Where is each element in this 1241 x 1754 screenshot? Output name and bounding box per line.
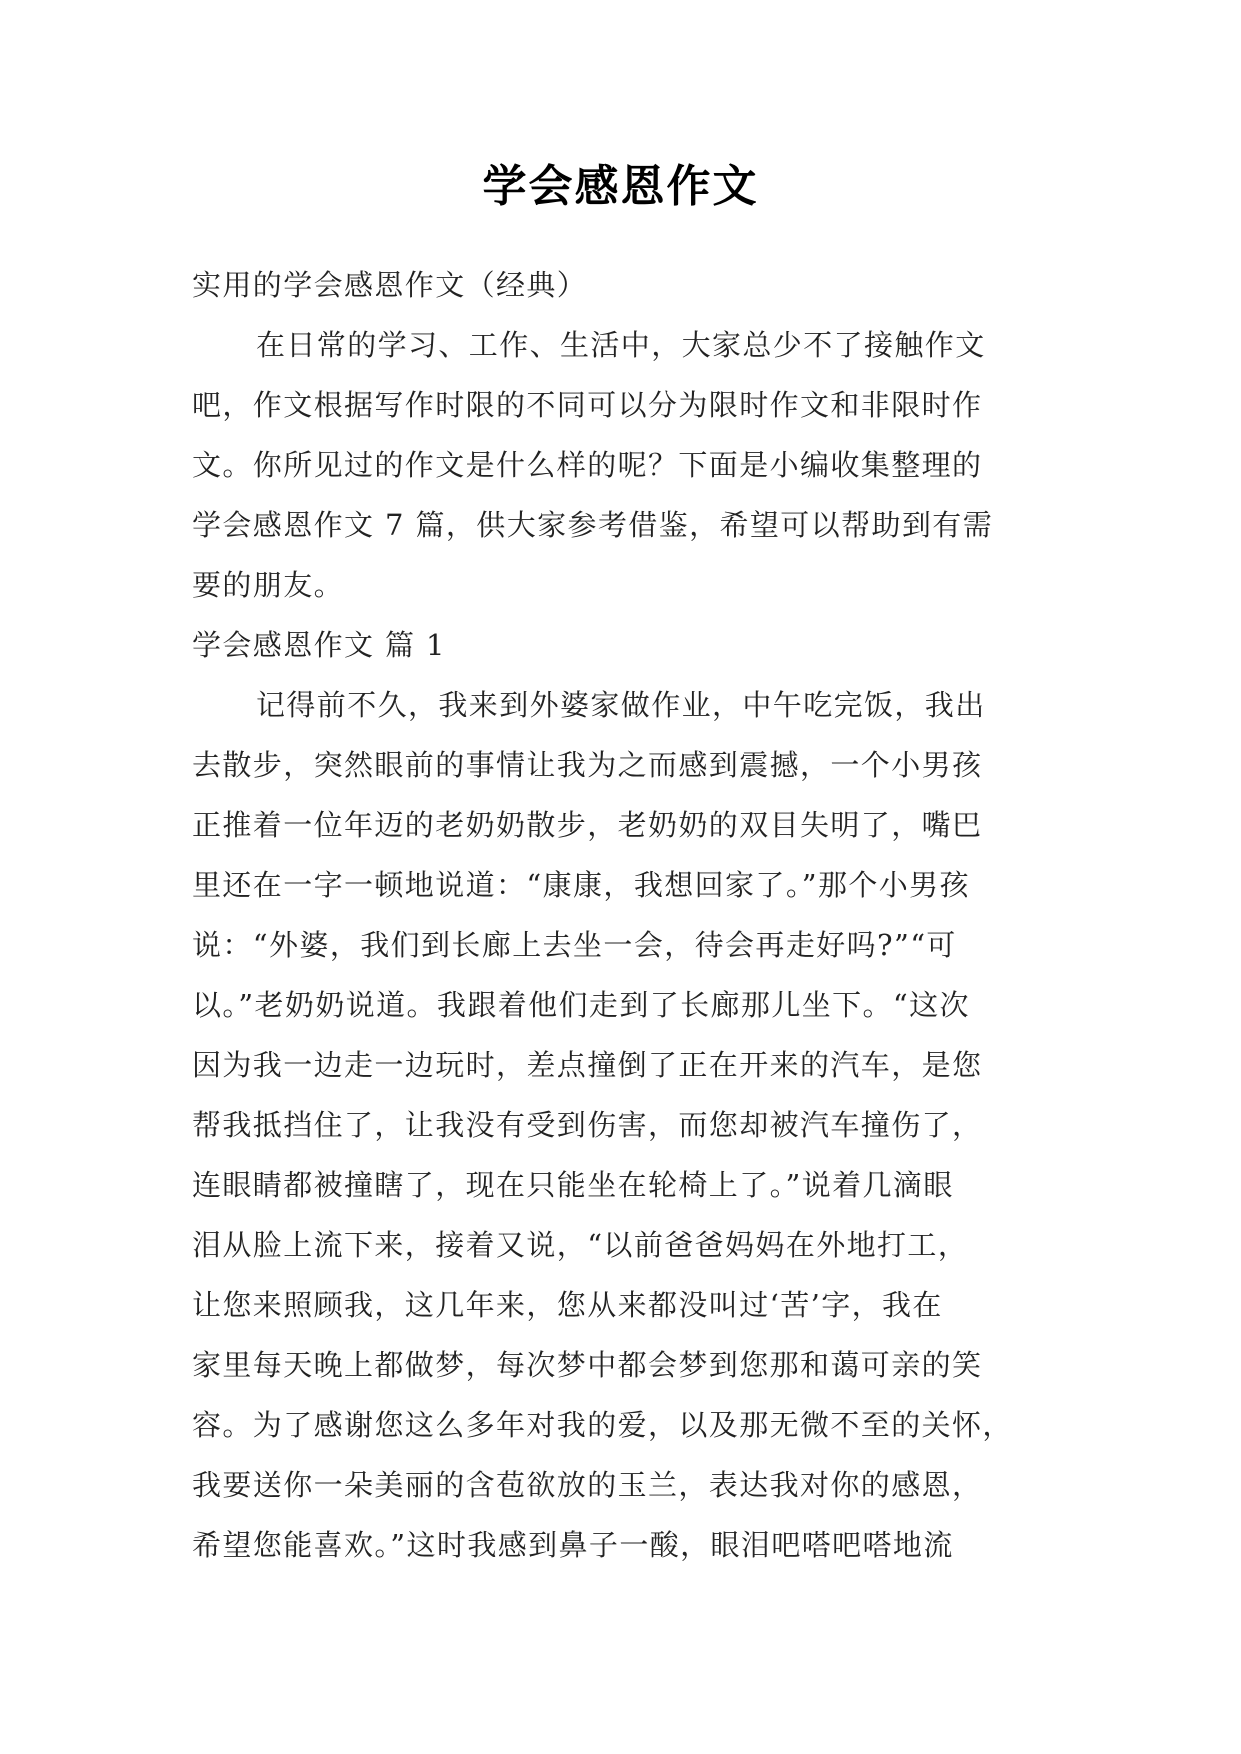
text-line: 去散步，突然眼前的事情让我为之而感到震撼，一个小男孩 [192, 748, 983, 782]
text-line: 吧，作文根据写作时限的不同可以分为限时作文和非限时作 [192, 388, 983, 422]
document-title: 学会感恩作文 [482, 161, 759, 212]
text-line: 实用的学会感恩作文（经典） [192, 268, 588, 302]
text-line: 泪从脸上流下来，接着又说，“以前爸爸妈妈在外地打工， [192, 1228, 969, 1262]
text-line: 正推着一位年迈的老奶奶散步，老奶奶的双目失明了，嘴巴 [192, 808, 983, 842]
document-body [192, 255, 1062, 1575]
text-line: 连眼睛都被撞瞎了，现在只能坐在轮椅上了。”说着几滴眼 [192, 1168, 954, 1202]
text-line: 在日常的学习、工作、生活中，大家总少不了接触作文 [256, 328, 986, 362]
text-line: 文。你所见过的作文是什么样的呢？下面是小编收集整理的 [192, 448, 983, 482]
text-line: 要的朋友。 [192, 568, 345, 602]
text-line: 希望您能喜欢。”这时我感到鼻子一酸，眼泪吧嗒吧嗒地流 [192, 1528, 954, 1562]
text-line: 因为我一边走一边玩时，差点撞倒了正在开来的汽车，是您 [192, 1048, 983, 1082]
text-line: 让您来照顾我，这几年来，您从来都没叫过‘苦’字，我在 [192, 1288, 943, 1322]
text-line: 容。为了感谢您这么多年对我的爱，以及那无微不至的关怀， [192, 1408, 1013, 1442]
text-line: 我要送你一朵美丽的含苞欲放的玉兰，表达我对你的感恩， [192, 1468, 983, 1502]
text-line: 学会感恩作文 7 篇，供大家参考借鉴，希望可以帮助到有需 [192, 508, 994, 542]
text-line: 家里每天晚上都做梦，每次梦中都会梦到您那和蔼可亲的笑 [192, 1348, 983, 1382]
text-line: 学会感恩作文 篇 1 [192, 628, 446, 662]
text-line: 帮我抵挡住了，让我没有受到伤害，而您却被汽车撞伤了， [192, 1108, 983, 1142]
text-line: 以。”老奶奶说道。我跟着他们走到了长廊那儿坐下。“这次 [192, 988, 970, 1022]
text-line: 记得前不久，我来到外婆家做作业，中午吃完饭，我出 [256, 688, 986, 722]
text-line: 说：“外婆，我们到长廊上去坐一会，待会再走好吗?”“可 [192, 928, 957, 962]
text-line: 里还在一字一顿地说道：“康康，我想回家了。”那个小男孩 [192, 868, 970, 902]
